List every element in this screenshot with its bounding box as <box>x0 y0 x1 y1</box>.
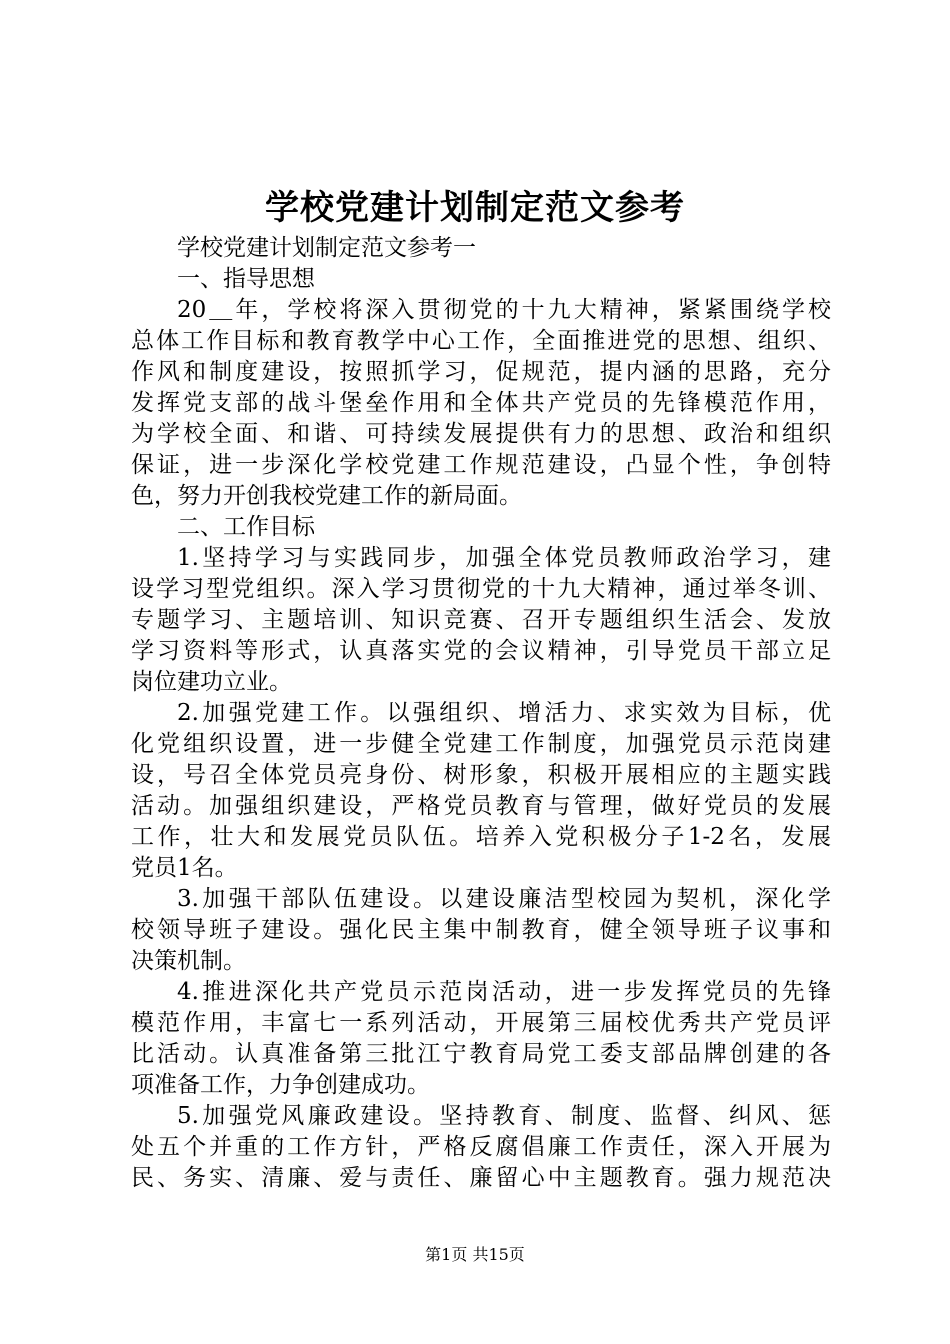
paragraph-line: 发挥党支部的战斗堡垒作用和全体共产党员的先锋模范作用， <box>131 390 831 416</box>
paragraph-line: 民、务实、清廉、爱与责任、廉留心中主题教育。强力规范决 <box>131 1165 831 1191</box>
paragraph-line: 设学习型党组织。深入学习贯彻党的十九大精神，通过举冬训、 <box>131 576 831 602</box>
paragraph <box>131 977 831 1101</box>
paragraph <box>131 543 831 698</box>
paragraph-line: 比活动。认真准备第三批江宁教育局党工委支部品牌创建的各 <box>131 1041 831 1067</box>
paragraph-line: 一、指导思想 <box>177 266 315 292</box>
paragraph-line: 工作，壮大和发展党员队伍。培养入党积极分子1-2名，发展 <box>131 824 831 850</box>
paragraph-line: 设，号召全体党员亮身份、树形象，积极开展相应的主题实践 <box>131 762 831 788</box>
paragraph-line: 5.加强党风廉政建设。坚持教育、制度、监督、纠风、惩 <box>177 1103 831 1129</box>
paragraph-line: 处五个并重的工作方针，严格反腐倡廉工作责任，深入开展为 <box>131 1134 831 1160</box>
paragraph <box>131 884 831 977</box>
paragraph <box>131 264 831 295</box>
paragraph <box>131 295 831 512</box>
paragraph-line: 模范作用，丰富七一系列活动，开展第三届校优秀共产党员评 <box>131 1010 831 1036</box>
paragraph-line: 党员1名。 <box>131 855 238 881</box>
document-title: 学校党建计划制定范文参考 <box>265 188 685 228</box>
paragraph-line: 1.坚持学习与实践同步，加强全体党员教师政治学习，建 <box>177 545 831 571</box>
paragraph-line: 活动。加强组织建设，严格党员教育与管理，做好党员的发展 <box>131 793 831 819</box>
paragraph <box>131 698 831 884</box>
paragraph-line: 色，努力开创我校党建工作的新局面。 <box>131 483 522 509</box>
paragraph-line: 决策机制。 <box>131 948 246 974</box>
document-body <box>131 233 831 1194</box>
page-footer: 第1页 共15页 <box>425 1245 525 1264</box>
paragraph-line: 化党组织设置，进一步健全党建工作制度，加强党员示范岗建 <box>131 731 831 757</box>
paragraph-line: 2.加强党建工作。以强组织、增活力、求实效为目标，优 <box>177 700 831 726</box>
paragraph <box>131 1101 831 1194</box>
paragraph-line: 4.推进深化共产党员示范岗活动，进一步发挥党员的先锋 <box>177 979 831 1005</box>
paragraph <box>131 512 831 543</box>
paragraph-line: 校领导班子建设。强化民主集中制教育，健全领导班子议事和 <box>131 917 831 943</box>
paragraph-line: 学校党建计划制定范文参考一 <box>177 235 476 261</box>
paragraph-line: 保证，进一步深化学校党建工作规范建设，凸显个性，争创特 <box>131 452 831 478</box>
paragraph-line: 项准备工作，力争创建成功。 <box>131 1072 430 1098</box>
paragraph-line: 二、工作目标 <box>177 514 315 540</box>
paragraph-line: 20＿年，学校将深入贯彻党的十九大精神，紧紧围绕学校 <box>177 297 831 323</box>
paragraph-line: 3.加强干部队伍建设。以建设廉洁型校园为契机，深化学 <box>177 886 831 912</box>
paragraph-line: 学习资料等形式，认真落实党的会议精神，引导党员干部立足 <box>131 638 831 664</box>
paragraph-line: 为学校全面、和谐、可持续发展提供有力的思想、政治和组织 <box>131 421 831 447</box>
paragraph-line: 岗位建功立业。 <box>131 669 292 695</box>
paragraph-line: 作风和制度建设，按照抓学习，促规范，提内涵的思路，充分 <box>131 359 831 385</box>
paragraph-line: 专题学习、主题培训、知识竞赛、召开专题组织生活会、发放 <box>131 607 831 633</box>
paragraph-line: 总体工作目标和教育教学中心工作，全面推进党的思想、组织、 <box>131 328 831 354</box>
paragraph <box>131 233 831 264</box>
